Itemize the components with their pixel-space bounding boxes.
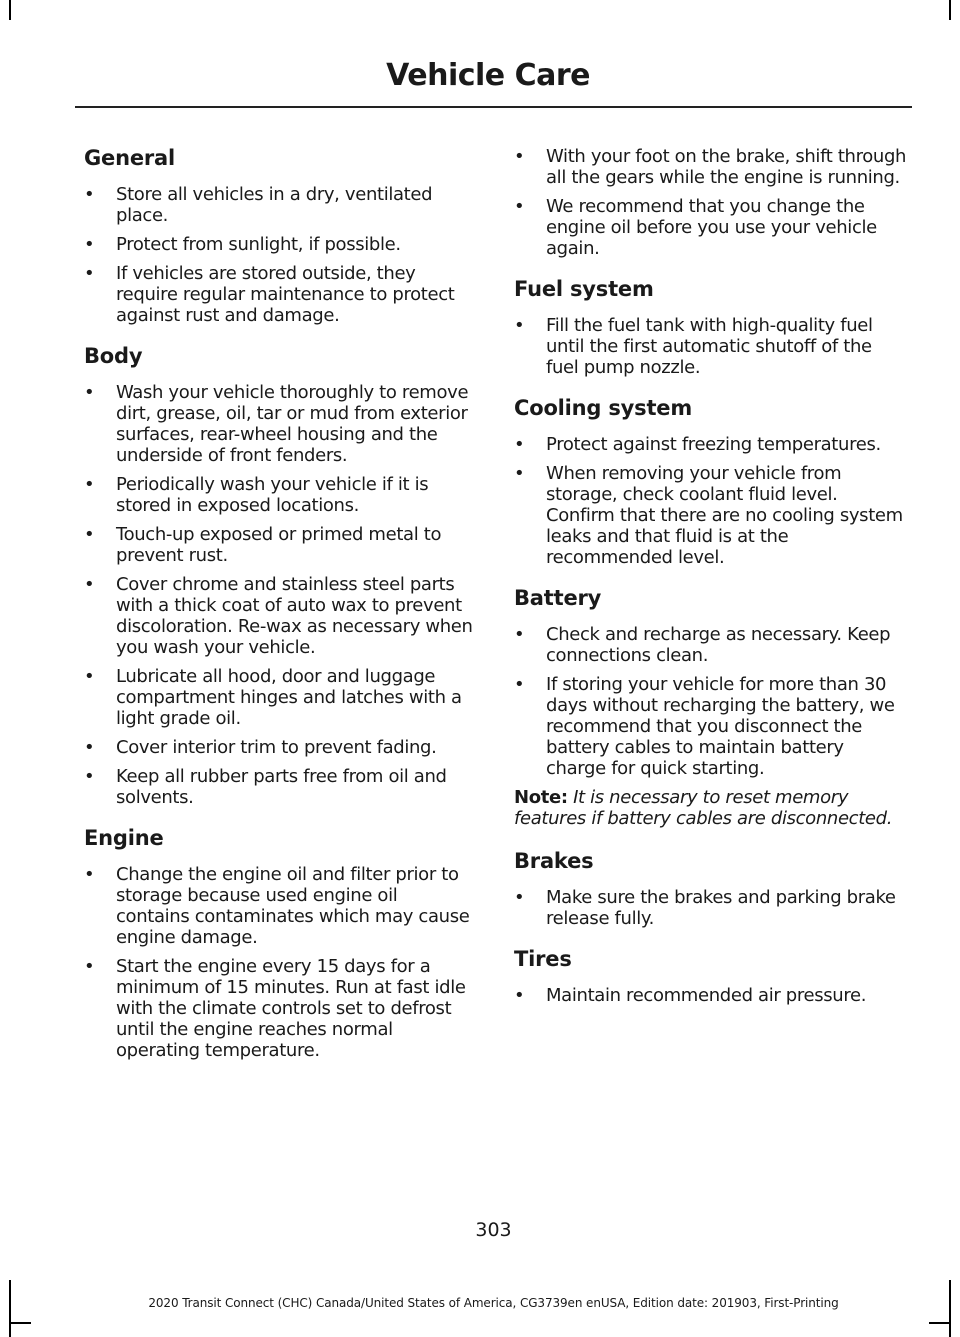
bullet-list	[84, 184, 476, 326]
section-heading: General	[84, 146, 175, 170]
bullet: •	[84, 184, 95, 205]
section-engine-continued	[514, 146, 908, 259]
bullet-list	[514, 624, 908, 779]
bullet: •	[514, 434, 525, 455]
list-item	[84, 737, 476, 758]
list-item-text: Periodically wash your vehicle if it is stored in exposed locations.	[116, 474, 429, 516]
list-item	[84, 382, 476, 466]
list-item-text: We recommend that you change the engine oil before you use your vehicle again.	[546, 196, 877, 259]
crop-mark-bottom-right-h	[929, 1322, 951, 1324]
list-item	[514, 146, 908, 188]
list-item-text: Change the engine oil and filter prior to storage because used engine oil contains contaminates which may cause engine damage.	[116, 864, 470, 948]
battery-note	[514, 787, 908, 829]
crop-mark-bottom-left-h	[9, 1322, 31, 1324]
bullet-list	[514, 315, 908, 378]
list-item	[514, 315, 908, 378]
left-column	[84, 146, 476, 1079]
bullet: •	[84, 263, 95, 284]
list-item-text: Protect against freezing temperatures.	[546, 434, 881, 455]
list-item	[84, 524, 476, 566]
section-tires	[514, 947, 908, 1006]
bullet: •	[514, 146, 525, 167]
bullet: •	[84, 864, 95, 885]
list-item	[514, 434, 908, 455]
bullet-list	[84, 864, 476, 1061]
section-heading: Brakes	[514, 849, 594, 873]
list-item	[84, 956, 476, 1061]
section-fuel-system	[514, 277, 908, 378]
header-rule	[75, 106, 912, 108]
list-item	[84, 666, 476, 729]
footer-edition-info: 2020 Transit Connect (CHC) Canada/United States of America, CG3739en enUSA, Edition date: 201903, First-Printing	[148, 1296, 839, 1310]
bullet-list	[514, 985, 908, 1006]
section-heading: Engine	[84, 826, 164, 850]
note-label: Note:	[514, 787, 568, 808]
bullet: •	[84, 766, 95, 787]
list-item-text: Cover interior trim to prevent fading.	[116, 737, 437, 758]
bullet: •	[84, 737, 95, 758]
bullet: •	[84, 956, 95, 977]
list-item	[84, 263, 476, 326]
bullet-list	[84, 382, 476, 808]
bullet: •	[514, 624, 525, 645]
section-heading: Body	[84, 344, 143, 368]
section-cooling-system	[514, 396, 908, 568]
list-item-text: Keep all rubber parts free from oil and solvents.	[116, 766, 447, 808]
bullet: •	[514, 674, 525, 695]
section-body	[84, 344, 476, 808]
list-item-text: Wash your vehicle thoroughly to remove dirt, grease, oil, tar or mud from exterior surfaces, rear-wheel housing and the underside of front fenders.	[116, 382, 469, 466]
list-item	[84, 766, 476, 808]
list-item-text: When removing your vehicle from storage, check coolant fluid level. Confirm that there are no cooling system leaks and that fluid is at the recommended level.	[546, 463, 903, 568]
list-item-text: Lubricate all hood, door and luggage compartment hinges and latches with a light grade oil.	[116, 666, 462, 729]
bullet: •	[84, 382, 95, 403]
list-item	[84, 184, 476, 226]
list-item-text: Make sure the brakes and parking brake release fully.	[546, 887, 896, 929]
list-item-text: Maintain recommended air pressure.	[546, 985, 867, 1006]
list-item	[514, 624, 908, 666]
bullet: •	[84, 234, 95, 255]
section-battery	[514, 586, 908, 829]
page-number: 303	[475, 1219, 512, 1241]
list-item-text: Fill the fuel tank with high-quality fuel until the first automatic shutoff of the fuel pump nozzle.	[546, 315, 873, 378]
bullet-list	[514, 434, 908, 568]
list-item	[84, 474, 476, 516]
list-item	[514, 196, 908, 259]
bullet-list	[514, 887, 908, 929]
list-item-text: Touch-up exposed or primed metal to prevent rust.	[116, 524, 442, 566]
list-item	[514, 674, 908, 779]
list-item	[84, 864, 476, 948]
crop-mark-top-left	[9, 0, 11, 20]
list-item-text: If storing your vehicle for more than 30 days without recharging the battery, we recommend that you disconnect the battery cables to maintain battery charge for quick starting.	[546, 674, 895, 779]
bullet: •	[514, 315, 525, 336]
list-item	[84, 574, 476, 658]
section-engine	[84, 826, 476, 1061]
page-title: Vehicle Care	[386, 58, 590, 93]
section-heading: Tires	[514, 947, 572, 971]
note-text: It is necessary to reset memory features if battery cables are disconnected.	[514, 787, 893, 829]
section-heading: Battery	[514, 586, 602, 610]
section-brakes	[514, 849, 908, 929]
section-heading: Cooling system	[514, 396, 693, 420]
section-general	[84, 146, 476, 326]
crop-mark-top-right	[949, 0, 951, 20]
bullet: •	[514, 985, 525, 1006]
list-item-text: If vehicles are stored outside, they require regular maintenance to protect against rust and damage.	[116, 263, 455, 326]
bullet: •	[84, 574, 95, 595]
list-item-text: Protect from sunlight, if possible.	[116, 234, 401, 255]
bullet: •	[514, 463, 525, 484]
bullet: •	[84, 524, 95, 545]
bullet: •	[514, 887, 525, 908]
list-item-text: Start the engine every 15 days for a minimum of 15 minutes. Run at fast idle with the climate controls set to defrost until the engine reaches normal operating temperature.	[116, 956, 466, 1061]
list-item-text: Store all vehicles in a dry, ventilated place.	[116, 184, 433, 226]
list-item-text: Cover chrome and stainless steel parts with a thick coat of auto wax to prevent discoloration. Re-wax as necessary when you wash your vehicle.	[116, 574, 473, 658]
list-item	[514, 887, 908, 929]
bullet: •	[84, 666, 95, 687]
list-item	[514, 985, 908, 1006]
bullet: •	[514, 196, 525, 217]
bullet-list	[514, 146, 908, 259]
list-item	[514, 463, 908, 568]
list-item	[84, 234, 476, 255]
section-heading: Fuel system	[514, 277, 654, 301]
bullet: •	[84, 474, 95, 495]
list-item-text: Check and recharge as necessary. Keep connections clean.	[546, 624, 891, 666]
right-column	[514, 146, 908, 1024]
list-item-text: With your foot on the brake, shift through all the gears while the engine is running.	[546, 146, 907, 188]
